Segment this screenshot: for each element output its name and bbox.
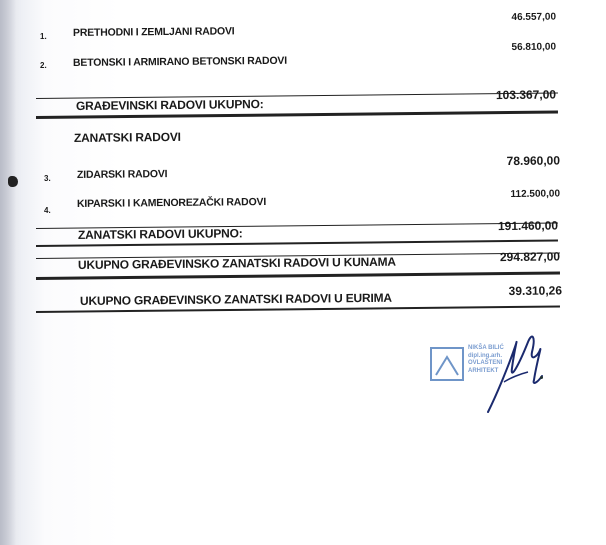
total-kune-value: 294.827,00 bbox=[499, 249, 561, 265]
stamp-line: NIKŠA BILIĆ bbox=[468, 345, 504, 351]
stamp-logo-icon bbox=[430, 347, 464, 381]
item-label: PRETHODNI I ZEMLJANI RADOVI bbox=[72, 25, 235, 39]
page-edge-shadow bbox=[0, 0, 16, 545]
item-label: ZIDARSKI RADOVI bbox=[76, 168, 168, 181]
stamp-triangle-icon bbox=[432, 349, 462, 379]
item-number: 2. bbox=[40, 61, 47, 70]
section-heading: ZANATSKI RADOVI bbox=[73, 129, 181, 145]
stamp-line: OVLAŠTENI bbox=[468, 360, 503, 366]
item-label: BETONSKI I ARMIRANO BETONSKI RADOVI bbox=[72, 54, 287, 69]
item-value: 46.557,00 bbox=[511, 11, 557, 24]
subtotal-value: 103.367,00 bbox=[495, 87, 557, 103]
item-number: 1. bbox=[40, 32, 47, 41]
signature-icon bbox=[480, 322, 560, 422]
total-euro-value: 39.310,26 bbox=[508, 283, 563, 299]
item-value: 112.500,00 bbox=[510, 188, 561, 200]
ink-dot bbox=[540, 376, 543, 379]
stamp-line: ARHITEKT bbox=[468, 367, 499, 374]
subtotal-label: ZANATSKI RADOVI UKUPNO: bbox=[77, 226, 243, 242]
subtotal-value: 191.460,00 bbox=[497, 218, 559, 234]
subtotal-label: GRAĐEVINSKI RADOVI UKUPNO: bbox=[75, 97, 264, 113]
total-kune-label: UKUPNO GRAĐEVINSKO ZANATSKI RADOVI U KUNAMA bbox=[77, 254, 396, 272]
item-number: 3. bbox=[44, 174, 51, 183]
item-number: 4. bbox=[44, 206, 51, 215]
rule-line bbox=[36, 272, 560, 280]
item-label: KIPARSKI I KAMENOREZAČKI RADOVI bbox=[76, 196, 267, 210]
item-value: 56.810,00 bbox=[511, 41, 557, 54]
item-value: 78.960,00 bbox=[506, 153, 561, 169]
ink-blot bbox=[8, 176, 18, 187]
total-euro-label: UKUPNO GRAĐEVINSKO ZANATSKI RADOVI U EURIMA bbox=[79, 290, 392, 308]
stamp-line: dipl.ing.arh. bbox=[468, 352, 502, 359]
